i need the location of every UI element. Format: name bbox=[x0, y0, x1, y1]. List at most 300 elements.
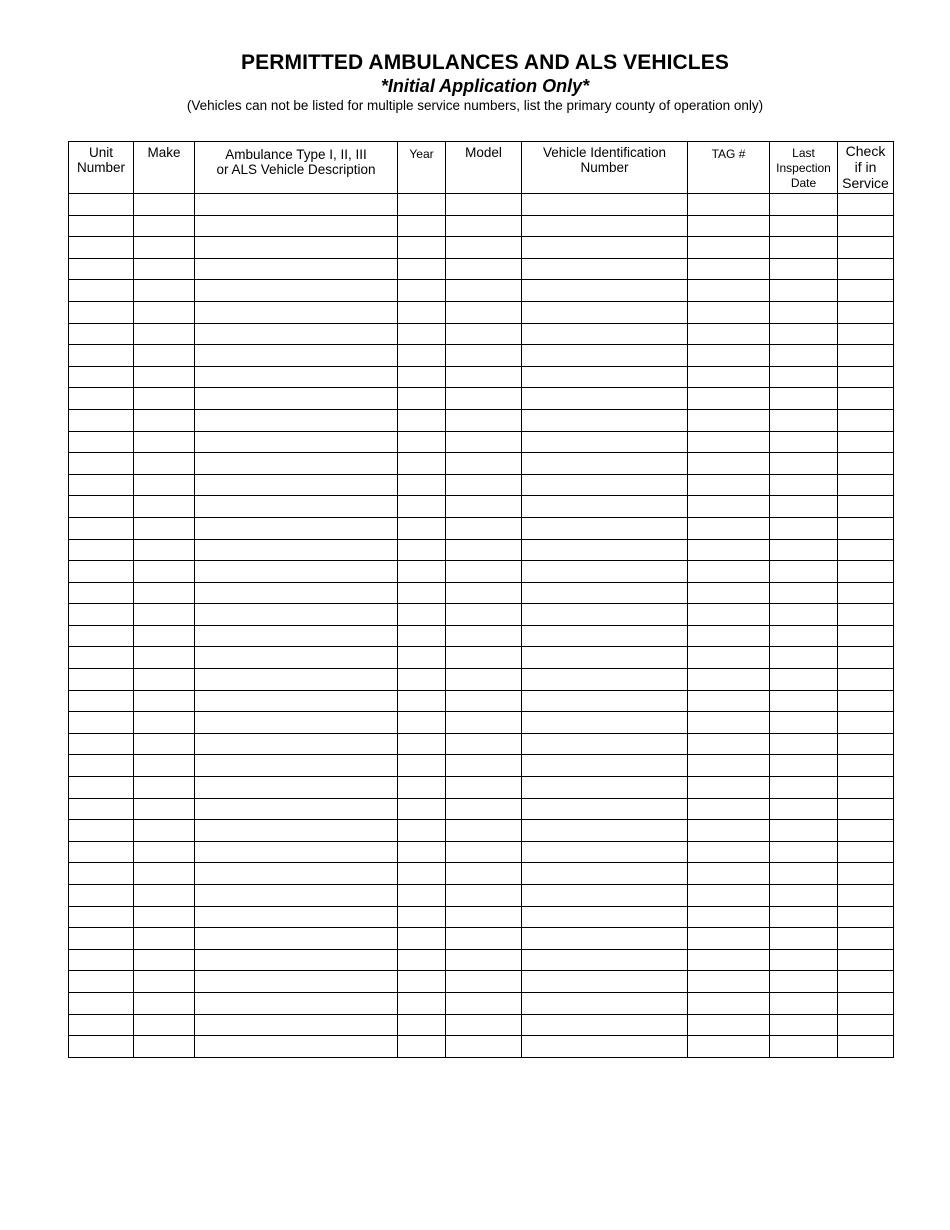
blank-cell-year[interactable] bbox=[398, 863, 446, 885]
blank-cell-year[interactable] bbox=[398, 949, 446, 971]
blank-cell-check-in-service[interactable] bbox=[838, 863, 894, 885]
blank-cell-unit-number[interactable] bbox=[69, 798, 134, 820]
blank-cell-check-in-service[interactable] bbox=[838, 388, 894, 410]
blank-cell-vin[interactable] bbox=[522, 971, 688, 993]
blank-cell-last-inspection-date[interactable] bbox=[770, 1036, 838, 1058]
blank-cell-vin[interactable] bbox=[522, 301, 688, 323]
blank-cell-tag[interactable] bbox=[688, 669, 770, 691]
blank-cell-check-in-service[interactable] bbox=[838, 604, 894, 626]
blank-cell-model[interactable] bbox=[446, 496, 522, 518]
blank-cell-tag[interactable] bbox=[688, 949, 770, 971]
blank-cell-model[interactable] bbox=[446, 949, 522, 971]
blank-cell-year[interactable] bbox=[398, 992, 446, 1014]
blank-cell-check-in-service[interactable] bbox=[838, 885, 894, 907]
blank-cell-unit-number[interactable] bbox=[69, 647, 134, 669]
blank-cell-model[interactable] bbox=[446, 928, 522, 950]
blank-cell-year[interactable] bbox=[398, 388, 446, 410]
blank-cell-year[interactable] bbox=[398, 690, 446, 712]
blank-cell-vin[interactable] bbox=[522, 992, 688, 1014]
blank-cell-last-inspection-date[interactable] bbox=[770, 777, 838, 799]
blank-cell-vin[interactable] bbox=[522, 280, 688, 302]
blank-cell-vin[interactable] bbox=[522, 820, 688, 842]
blank-cell-model[interactable] bbox=[446, 280, 522, 302]
blank-cell-ambulance-type[interactable] bbox=[195, 971, 398, 993]
blank-cell-tag[interactable] bbox=[688, 345, 770, 367]
blank-cell-make[interactable] bbox=[134, 885, 195, 907]
blank-cell-model[interactable] bbox=[446, 431, 522, 453]
blank-cell-unit-number[interactable] bbox=[69, 906, 134, 928]
blank-cell-model[interactable] bbox=[446, 669, 522, 691]
blank-cell-tag[interactable] bbox=[688, 388, 770, 410]
blank-cell-check-in-service[interactable] bbox=[838, 474, 894, 496]
blank-cell-unit-number[interactable] bbox=[69, 669, 134, 691]
blank-cell-make[interactable] bbox=[134, 258, 195, 280]
blank-cell-ambulance-type[interactable] bbox=[195, 928, 398, 950]
blank-cell-vin[interactable] bbox=[522, 604, 688, 626]
blank-cell-last-inspection-date[interactable] bbox=[770, 928, 838, 950]
blank-cell-vin[interactable] bbox=[522, 712, 688, 734]
blank-cell-last-inspection-date[interactable] bbox=[770, 582, 838, 604]
blank-cell-model[interactable] bbox=[446, 841, 522, 863]
blank-cell-check-in-service[interactable] bbox=[838, 712, 894, 734]
blank-cell-vin[interactable] bbox=[522, 1036, 688, 1058]
blank-cell-model[interactable] bbox=[446, 517, 522, 539]
blank-cell-model[interactable] bbox=[446, 712, 522, 734]
blank-cell-year[interactable] bbox=[398, 755, 446, 777]
blank-cell-tag[interactable] bbox=[688, 604, 770, 626]
blank-cell-ambulance-type[interactable] bbox=[195, 258, 398, 280]
blank-cell-year[interactable] bbox=[398, 625, 446, 647]
blank-cell-ambulance-type[interactable] bbox=[195, 474, 398, 496]
blank-cell-tag[interactable] bbox=[688, 323, 770, 345]
blank-cell-ambulance-type[interactable] bbox=[195, 841, 398, 863]
blank-cell-ambulance-type[interactable] bbox=[195, 539, 398, 561]
blank-cell-check-in-service[interactable] bbox=[838, 971, 894, 993]
blank-cell-vin[interactable] bbox=[522, 928, 688, 950]
blank-cell-last-inspection-date[interactable] bbox=[770, 345, 838, 367]
blank-cell-ambulance-type[interactable] bbox=[195, 733, 398, 755]
blank-cell-ambulance-type[interactable] bbox=[195, 777, 398, 799]
blank-cell-year[interactable] bbox=[398, 928, 446, 950]
blank-cell-last-inspection-date[interactable] bbox=[770, 733, 838, 755]
blank-cell-model[interactable] bbox=[446, 453, 522, 475]
blank-cell-model[interactable] bbox=[446, 647, 522, 669]
blank-cell-year[interactable] bbox=[398, 409, 446, 431]
blank-cell-vin[interactable] bbox=[522, 323, 688, 345]
blank-cell-ambulance-type[interactable] bbox=[195, 237, 398, 259]
blank-cell-model[interactable] bbox=[446, 690, 522, 712]
blank-cell-make[interactable] bbox=[134, 517, 195, 539]
blank-cell-unit-number[interactable] bbox=[69, 755, 134, 777]
blank-cell-tag[interactable] bbox=[688, 517, 770, 539]
blank-cell-make[interactable] bbox=[134, 453, 195, 475]
blank-cell-tag[interactable] bbox=[688, 885, 770, 907]
blank-cell-vin[interactable] bbox=[522, 885, 688, 907]
blank-cell-make[interactable] bbox=[134, 582, 195, 604]
blank-cell-last-inspection-date[interactable] bbox=[770, 906, 838, 928]
blank-cell-tag[interactable] bbox=[688, 1036, 770, 1058]
blank-cell-unit-number[interactable] bbox=[69, 517, 134, 539]
blank-cell-check-in-service[interactable] bbox=[838, 1036, 894, 1058]
blank-cell-last-inspection-date[interactable] bbox=[770, 258, 838, 280]
blank-cell-unit-number[interactable] bbox=[69, 366, 134, 388]
blank-cell-vin[interactable] bbox=[522, 215, 688, 237]
blank-cell-check-in-service[interactable] bbox=[838, 258, 894, 280]
blank-cell-tag[interactable] bbox=[688, 863, 770, 885]
blank-cell-year[interactable] bbox=[398, 280, 446, 302]
blank-cell-tag[interactable] bbox=[688, 777, 770, 799]
blank-cell-tag[interactable] bbox=[688, 625, 770, 647]
blank-cell-ambulance-type[interactable] bbox=[195, 582, 398, 604]
blank-cell-ambulance-type[interactable] bbox=[195, 712, 398, 734]
blank-cell-year[interactable] bbox=[398, 841, 446, 863]
blank-cell-make[interactable] bbox=[134, 841, 195, 863]
blank-cell-check-in-service[interactable] bbox=[838, 1014, 894, 1036]
blank-cell-ambulance-type[interactable] bbox=[195, 949, 398, 971]
blank-cell-model[interactable] bbox=[446, 582, 522, 604]
blank-cell-year[interactable] bbox=[398, 647, 446, 669]
blank-cell-year[interactable] bbox=[398, 301, 446, 323]
blank-cell-year[interactable] bbox=[398, 971, 446, 993]
blank-cell-last-inspection-date[interactable] bbox=[770, 863, 838, 885]
blank-cell-unit-number[interactable] bbox=[69, 388, 134, 410]
blank-cell-check-in-service[interactable] bbox=[838, 496, 894, 518]
blank-cell-ambulance-type[interactable] bbox=[195, 755, 398, 777]
blank-cell-unit-number[interactable] bbox=[69, 237, 134, 259]
blank-cell-vin[interactable] bbox=[522, 625, 688, 647]
blank-cell-vin[interactable] bbox=[522, 863, 688, 885]
blank-cell-model[interactable] bbox=[446, 1036, 522, 1058]
blank-cell-last-inspection-date[interactable] bbox=[770, 280, 838, 302]
blank-cell-make[interactable] bbox=[134, 409, 195, 431]
blank-cell-vin[interactable] bbox=[522, 237, 688, 259]
blank-cell-unit-number[interactable] bbox=[69, 258, 134, 280]
blank-cell-make[interactable] bbox=[134, 669, 195, 691]
blank-cell-unit-number[interactable] bbox=[69, 539, 134, 561]
blank-cell-model[interactable] bbox=[446, 885, 522, 907]
blank-cell-vin[interactable] bbox=[522, 496, 688, 518]
blank-cell-unit-number[interactable] bbox=[69, 733, 134, 755]
blank-cell-make[interactable] bbox=[134, 237, 195, 259]
blank-cell-tag[interactable] bbox=[688, 366, 770, 388]
blank-cell-make[interactable] bbox=[134, 690, 195, 712]
blank-cell-unit-number[interactable] bbox=[69, 712, 134, 734]
blank-cell-last-inspection-date[interactable] bbox=[770, 798, 838, 820]
blank-cell-tag[interactable] bbox=[688, 690, 770, 712]
blank-cell-tag[interactable] bbox=[688, 194, 770, 216]
blank-cell-model[interactable] bbox=[446, 345, 522, 367]
blank-cell-ambulance-type[interactable] bbox=[195, 517, 398, 539]
blank-cell-ambulance-type[interactable] bbox=[195, 280, 398, 302]
blank-cell-unit-number[interactable] bbox=[69, 1014, 134, 1036]
blank-cell-make[interactable] bbox=[134, 992, 195, 1014]
blank-cell-vin[interactable] bbox=[522, 798, 688, 820]
blank-cell-tag[interactable] bbox=[688, 474, 770, 496]
blank-cell-ambulance-type[interactable] bbox=[195, 690, 398, 712]
blank-cell-make[interactable] bbox=[134, 906, 195, 928]
blank-cell-make[interactable] bbox=[134, 561, 195, 583]
blank-cell-unit-number[interactable] bbox=[69, 474, 134, 496]
blank-cell-unit-number[interactable] bbox=[69, 409, 134, 431]
blank-cell-check-in-service[interactable] bbox=[838, 625, 894, 647]
blank-cell-year[interactable] bbox=[398, 496, 446, 518]
blank-cell-year[interactable] bbox=[398, 820, 446, 842]
blank-cell-make[interactable] bbox=[134, 777, 195, 799]
blank-cell-make[interactable] bbox=[134, 539, 195, 561]
blank-cell-tag[interactable] bbox=[688, 409, 770, 431]
blank-cell-model[interactable] bbox=[446, 539, 522, 561]
blank-cell-tag[interactable] bbox=[688, 539, 770, 561]
blank-cell-model[interactable] bbox=[446, 388, 522, 410]
blank-cell-ambulance-type[interactable] bbox=[195, 1014, 398, 1036]
blank-cell-last-inspection-date[interactable] bbox=[770, 669, 838, 691]
blank-cell-check-in-service[interactable] bbox=[838, 841, 894, 863]
blank-cell-last-inspection-date[interactable] bbox=[770, 366, 838, 388]
blank-cell-ambulance-type[interactable] bbox=[195, 388, 398, 410]
blank-cell-vin[interactable] bbox=[522, 345, 688, 367]
blank-cell-make[interactable] bbox=[134, 431, 195, 453]
blank-cell-tag[interactable] bbox=[688, 841, 770, 863]
blank-cell-check-in-service[interactable] bbox=[838, 992, 894, 1014]
blank-cell-make[interactable] bbox=[134, 388, 195, 410]
blank-cell-check-in-service[interactable] bbox=[838, 215, 894, 237]
blank-cell-check-in-service[interactable] bbox=[838, 366, 894, 388]
blank-cell-tag[interactable] bbox=[688, 561, 770, 583]
blank-cell-last-inspection-date[interactable] bbox=[770, 453, 838, 475]
blank-cell-model[interactable] bbox=[446, 301, 522, 323]
blank-cell-make[interactable] bbox=[134, 733, 195, 755]
blank-cell-model[interactable] bbox=[446, 863, 522, 885]
blank-cell-last-inspection-date[interactable] bbox=[770, 561, 838, 583]
blank-cell-unit-number[interactable] bbox=[69, 949, 134, 971]
blank-cell-last-inspection-date[interactable] bbox=[770, 690, 838, 712]
blank-cell-last-inspection-date[interactable] bbox=[770, 992, 838, 1014]
blank-cell-last-inspection-date[interactable] bbox=[770, 388, 838, 410]
blank-cell-model[interactable] bbox=[446, 820, 522, 842]
blank-cell-vin[interactable] bbox=[522, 453, 688, 475]
blank-cell-check-in-service[interactable] bbox=[838, 323, 894, 345]
blank-cell-vin[interactable] bbox=[522, 906, 688, 928]
blank-cell-vin[interactable] bbox=[522, 409, 688, 431]
blank-cell-model[interactable] bbox=[446, 237, 522, 259]
blank-cell-make[interactable] bbox=[134, 625, 195, 647]
blank-cell-model[interactable] bbox=[446, 366, 522, 388]
blank-cell-year[interactable] bbox=[398, 366, 446, 388]
blank-cell-unit-number[interactable] bbox=[69, 453, 134, 475]
blank-cell-last-inspection-date[interactable] bbox=[770, 1014, 838, 1036]
blank-cell-vin[interactable] bbox=[522, 690, 688, 712]
blank-cell-make[interactable] bbox=[134, 194, 195, 216]
blank-cell-check-in-service[interactable] bbox=[838, 647, 894, 669]
blank-cell-make[interactable] bbox=[134, 712, 195, 734]
blank-cell-vin[interactable] bbox=[522, 777, 688, 799]
blank-cell-year[interactable] bbox=[398, 345, 446, 367]
blank-cell-last-inspection-date[interactable] bbox=[770, 539, 838, 561]
blank-cell-tag[interactable] bbox=[688, 755, 770, 777]
blank-cell-check-in-service[interactable] bbox=[838, 949, 894, 971]
blank-cell-unit-number[interactable] bbox=[69, 582, 134, 604]
blank-cell-vin[interactable] bbox=[522, 841, 688, 863]
blank-cell-make[interactable] bbox=[134, 798, 195, 820]
blank-cell-last-inspection-date[interactable] bbox=[770, 474, 838, 496]
blank-cell-year[interactable] bbox=[398, 194, 446, 216]
blank-cell-tag[interactable] bbox=[688, 280, 770, 302]
blank-cell-ambulance-type[interactable] bbox=[195, 885, 398, 907]
blank-cell-year[interactable] bbox=[398, 1036, 446, 1058]
blank-cell-year[interactable] bbox=[398, 669, 446, 691]
blank-cell-check-in-service[interactable] bbox=[838, 194, 894, 216]
blank-cell-make[interactable] bbox=[134, 820, 195, 842]
blank-cell-unit-number[interactable] bbox=[69, 777, 134, 799]
blank-cell-last-inspection-date[interactable] bbox=[770, 517, 838, 539]
blank-cell-vin[interactable] bbox=[522, 733, 688, 755]
blank-cell-check-in-service[interactable] bbox=[838, 582, 894, 604]
blank-cell-make[interactable] bbox=[134, 863, 195, 885]
blank-cell-last-inspection-date[interactable] bbox=[770, 755, 838, 777]
blank-cell-year[interactable] bbox=[398, 777, 446, 799]
blank-cell-check-in-service[interactable] bbox=[838, 517, 894, 539]
blank-cell-year[interactable] bbox=[398, 885, 446, 907]
blank-cell-year[interactable] bbox=[398, 604, 446, 626]
blank-cell-vin[interactable] bbox=[522, 366, 688, 388]
blank-cell-make[interactable] bbox=[134, 301, 195, 323]
blank-cell-last-inspection-date[interactable] bbox=[770, 885, 838, 907]
blank-cell-tag[interactable] bbox=[688, 712, 770, 734]
blank-cell-check-in-service[interactable] bbox=[838, 237, 894, 259]
blank-cell-model[interactable] bbox=[446, 625, 522, 647]
blank-cell-make[interactable] bbox=[134, 928, 195, 950]
blank-cell-last-inspection-date[interactable] bbox=[770, 431, 838, 453]
blank-cell-ambulance-type[interactable] bbox=[195, 194, 398, 216]
blank-cell-model[interactable] bbox=[446, 971, 522, 993]
blank-cell-year[interactable] bbox=[398, 539, 446, 561]
blank-cell-ambulance-type[interactable] bbox=[195, 669, 398, 691]
blank-cell-last-inspection-date[interactable] bbox=[770, 409, 838, 431]
blank-cell-tag[interactable] bbox=[688, 992, 770, 1014]
blank-cell-ambulance-type[interactable] bbox=[195, 323, 398, 345]
blank-cell-year[interactable] bbox=[398, 798, 446, 820]
blank-cell-last-inspection-date[interactable] bbox=[770, 215, 838, 237]
blank-cell-vin[interactable] bbox=[522, 755, 688, 777]
blank-cell-model[interactable] bbox=[446, 258, 522, 280]
blank-cell-model[interactable] bbox=[446, 409, 522, 431]
blank-cell-tag[interactable] bbox=[688, 582, 770, 604]
blank-cell-unit-number[interactable] bbox=[69, 885, 134, 907]
blank-cell-vin[interactable] bbox=[522, 949, 688, 971]
blank-cell-tag[interactable] bbox=[688, 647, 770, 669]
blank-cell-check-in-service[interactable] bbox=[838, 906, 894, 928]
blank-cell-unit-number[interactable] bbox=[69, 345, 134, 367]
blank-cell-tag[interactable] bbox=[688, 215, 770, 237]
blank-cell-vin[interactable] bbox=[522, 669, 688, 691]
blank-cell-last-inspection-date[interactable] bbox=[770, 194, 838, 216]
blank-cell-last-inspection-date[interactable] bbox=[770, 237, 838, 259]
blank-cell-ambulance-type[interactable] bbox=[195, 625, 398, 647]
blank-cell-check-in-service[interactable] bbox=[838, 561, 894, 583]
blank-cell-unit-number[interactable] bbox=[69, 323, 134, 345]
blank-cell-vin[interactable] bbox=[522, 431, 688, 453]
blank-cell-ambulance-type[interactable] bbox=[195, 820, 398, 842]
blank-cell-ambulance-type[interactable] bbox=[195, 409, 398, 431]
blank-cell-vin[interactable] bbox=[522, 647, 688, 669]
blank-cell-vin[interactable] bbox=[522, 539, 688, 561]
blank-cell-model[interactable] bbox=[446, 798, 522, 820]
blank-cell-unit-number[interactable] bbox=[69, 1036, 134, 1058]
blank-cell-vin[interactable] bbox=[522, 582, 688, 604]
blank-cell-unit-number[interactable] bbox=[69, 496, 134, 518]
blank-cell-last-inspection-date[interactable] bbox=[770, 820, 838, 842]
blank-cell-year[interactable] bbox=[398, 712, 446, 734]
blank-cell-model[interactable] bbox=[446, 733, 522, 755]
blank-cell-unit-number[interactable] bbox=[69, 992, 134, 1014]
blank-cell-vin[interactable] bbox=[522, 1014, 688, 1036]
blank-cell-tag[interactable] bbox=[688, 928, 770, 950]
blank-cell-tag[interactable] bbox=[688, 971, 770, 993]
blank-cell-ambulance-type[interactable] bbox=[195, 604, 398, 626]
blank-cell-unit-number[interactable] bbox=[69, 820, 134, 842]
blank-cell-last-inspection-date[interactable] bbox=[770, 712, 838, 734]
blank-cell-model[interactable] bbox=[446, 777, 522, 799]
blank-cell-tag[interactable] bbox=[688, 301, 770, 323]
blank-cell-unit-number[interactable] bbox=[69, 625, 134, 647]
blank-cell-last-inspection-date[interactable] bbox=[770, 496, 838, 518]
blank-cell-unit-number[interactable] bbox=[69, 863, 134, 885]
blank-cell-unit-number[interactable] bbox=[69, 841, 134, 863]
blank-cell-last-inspection-date[interactable] bbox=[770, 647, 838, 669]
blank-cell-check-in-service[interactable] bbox=[838, 453, 894, 475]
blank-cell-make[interactable] bbox=[134, 345, 195, 367]
blank-cell-make[interactable] bbox=[134, 1014, 195, 1036]
blank-cell-model[interactable] bbox=[446, 323, 522, 345]
blank-cell-last-inspection-date[interactable] bbox=[770, 841, 838, 863]
blank-cell-ambulance-type[interactable] bbox=[195, 453, 398, 475]
blank-cell-unit-number[interactable] bbox=[69, 690, 134, 712]
blank-cell-ambulance-type[interactable] bbox=[195, 301, 398, 323]
blank-cell-model[interactable] bbox=[446, 906, 522, 928]
blank-cell-check-in-service[interactable] bbox=[838, 755, 894, 777]
blank-cell-check-in-service[interactable] bbox=[838, 777, 894, 799]
blank-cell-make[interactable] bbox=[134, 755, 195, 777]
blank-cell-year[interactable] bbox=[398, 517, 446, 539]
blank-cell-ambulance-type[interactable] bbox=[195, 798, 398, 820]
blank-cell-check-in-service[interactable] bbox=[838, 301, 894, 323]
blank-cell-make[interactable] bbox=[134, 280, 195, 302]
blank-cell-check-in-service[interactable] bbox=[838, 798, 894, 820]
blank-cell-unit-number[interactable] bbox=[69, 215, 134, 237]
blank-cell-check-in-service[interactable] bbox=[838, 928, 894, 950]
blank-cell-tag[interactable] bbox=[688, 798, 770, 820]
blank-cell-year[interactable] bbox=[398, 453, 446, 475]
blank-cell-model[interactable] bbox=[446, 215, 522, 237]
blank-cell-tag[interactable] bbox=[688, 733, 770, 755]
blank-cell-tag[interactable] bbox=[688, 820, 770, 842]
blank-cell-make[interactable] bbox=[134, 1036, 195, 1058]
blank-cell-check-in-service[interactable] bbox=[838, 669, 894, 691]
blank-cell-tag[interactable] bbox=[688, 258, 770, 280]
blank-cell-tag[interactable] bbox=[688, 431, 770, 453]
blank-cell-unit-number[interactable] bbox=[69, 604, 134, 626]
blank-cell-unit-number[interactable] bbox=[69, 301, 134, 323]
blank-cell-last-inspection-date[interactable] bbox=[770, 323, 838, 345]
blank-cell-check-in-service[interactable] bbox=[838, 280, 894, 302]
blank-cell-year[interactable] bbox=[398, 237, 446, 259]
blank-cell-make[interactable] bbox=[134, 604, 195, 626]
blank-cell-year[interactable] bbox=[398, 906, 446, 928]
blank-cell-make[interactable] bbox=[134, 474, 195, 496]
blank-cell-unit-number[interactable] bbox=[69, 194, 134, 216]
blank-cell-model[interactable] bbox=[446, 755, 522, 777]
blank-cell-vin[interactable] bbox=[522, 517, 688, 539]
